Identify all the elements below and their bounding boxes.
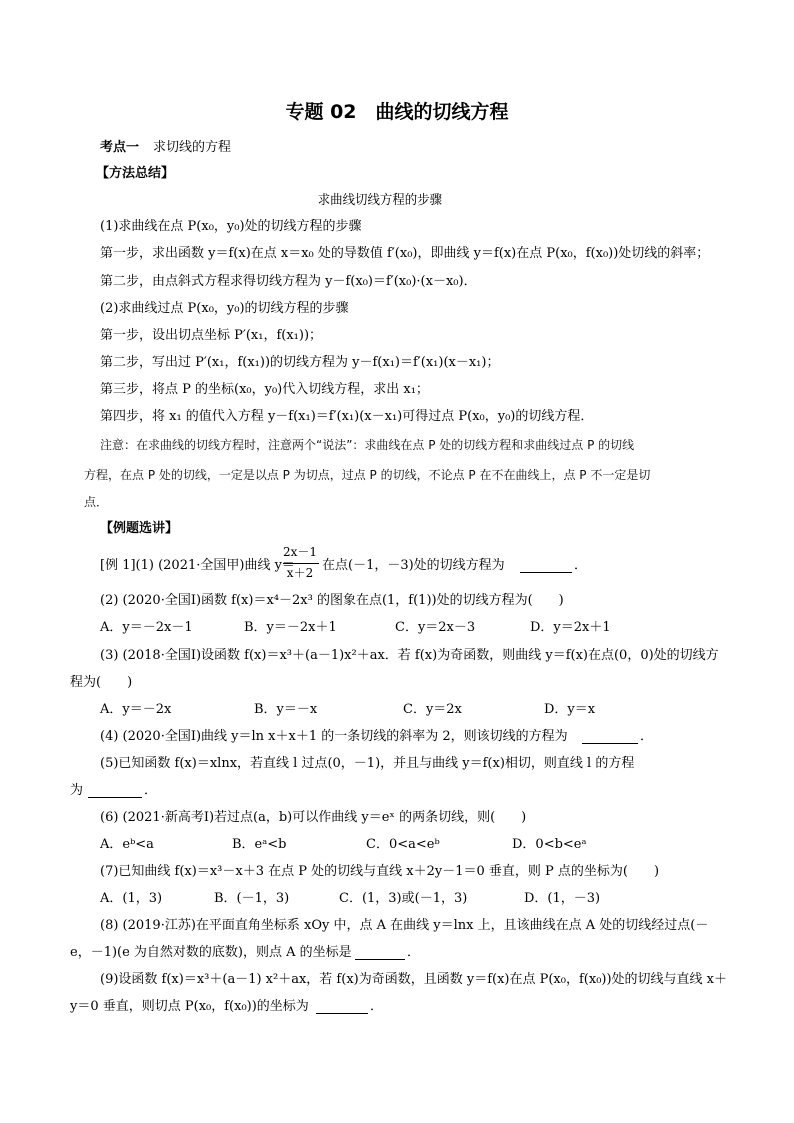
q7-option-a: A．(1，3): [100, 891, 163, 906]
method-line-5: 第一步，设出切点坐标 P′(x₁，f(x₁))；: [100, 328, 323, 343]
ex1-frac-denominator: x＋2: [286, 566, 314, 580]
method-note-3: 点．: [84, 495, 109, 509]
method-line-1: (1)求曲线在点 P(x₀，y₀)处的切线方程的步骤: [100, 219, 362, 234]
ex1-frac-bar: [283, 563, 319, 564]
method-line-4: (2)求曲线过点 P(x₀，y₀)的切线方程的步骤: [100, 301, 349, 316]
q5-stem-line-2: 为: [70, 783, 84, 798]
q4-stem: (4) (2020·全国Ⅰ)曲线 y＝ln x＋x＋1 的一条切线的斜率为 2，则该切线的方程为: [100, 729, 568, 744]
q9-stem-line-1: (9)设函数 f(x)＝x³＋(a－1) x²＋ax，若 f(x)为奇函数，且函数 y＝f(x)在点 P(x₀，f(x₀))处的切线与直线 x＋: [100, 972, 728, 987]
kaodian-text: 求切线的方程: [153, 140, 232, 155]
q6-option-d: D．0<b<eᵃ: [512, 837, 587, 852]
method-subtitle: 求曲线切线方程的步骤: [317, 193, 443, 208]
kaodian-line: [100, 140, 231, 156]
method-line-2: 第一步，求出函数 y＝f(x)在点 x＝x₀ 处的导数值 f′(x₀)，即曲线 y＝f(x)在点 P(x₀，f(x₀))处切线的斜率；: [100, 246, 710, 261]
q8-stem-line-1: (8) (2019·江苏)在平面直角坐标系 xOy 中，点 A 在曲线 y＝lnx 上，且该曲线在点 A 处的切线经过点(－: [100, 918, 709, 933]
ex1-end-mark: ．: [574, 558, 588, 573]
ex1-frac-numerator: 2x－1: [282, 545, 318, 559]
q7-option-c: C．(1，3)或(－1，3): [339, 891, 468, 906]
q4-end-mark: ．: [640, 729, 654, 744]
q9-stem-line-2: y＝0 垂直，则切点 P(x₀，f(x₀))的坐标为: [70, 999, 309, 1014]
ex1-answer-blank: [520, 572, 572, 573]
q6-stem: (6) (2021·新高考Ⅰ)若过点(a，b)可以作曲线 y＝eˣ 的两条切线，则( ): [100, 810, 527, 825]
q3-option-a: A．y＝－2x: [100, 702, 172, 717]
q3-stem-line-1: (3) (2018·全国Ⅰ)设函数 f(x)＝x³＋(a－1)x²＋ax．若 f(x)为奇函数，则曲线 y＝f(x)在点(0，0)处的切线方: [100, 648, 719, 663]
q7-option-d: D．(1，－3): [524, 891, 601, 906]
q8-stem-line-2: e，－1)(e 为自然对数的底数)，则点 A 的坐标是: [70, 945, 352, 960]
kaodian-label: 考点一: [100, 140, 140, 155]
method-note-2: 方程，在点 P 处的切线，一定是以点 P 为切点，过点 P 的切线，不论点 P 在不在曲线上，点 P 不一定是切: [84, 468, 651, 482]
ex1-prefix: [例 1](1) (2021·全国甲)曲线 y＝: [100, 558, 295, 573]
ex1-suffix: 在点(－1，－3)处的切线方程为: [322, 558, 505, 573]
examples-header: 【例题选讲】: [100, 521, 179, 536]
q2-option-b: B．y＝－2x＋1: [244, 620, 337, 635]
q6-option-b: B．eᵃ<b: [232, 837, 287, 852]
q3-option-c: C．y＝2x: [403, 702, 462, 717]
q5-end-mark: ．: [144, 783, 158, 798]
q2-option-a: A．y＝－2x－1: [100, 620, 193, 635]
q3-option-d: D．y＝x: [544, 702, 596, 717]
q5-answer-blank: [88, 797, 142, 798]
q8-end-mark: ．: [407, 945, 421, 960]
q7-stem: (7)已知曲线 f(x)＝x³－x＋3 在点 P 处的切线与直线 x＋2y－1＝0 垂直，则 P 点的坐标为( ): [100, 864, 660, 879]
q9-answer-blank: [316, 1013, 368, 1014]
q9-end-mark: ．: [370, 999, 384, 1014]
method-header: 【方法总结】: [96, 166, 175, 181]
page-title: 专题 02 曲线的切线方程: [285, 101, 509, 123]
q2-option-d: D．y＝2x＋1: [530, 620, 611, 635]
q6-option-a: A．eᵇ<a: [100, 837, 154, 852]
q6-option-c: C．0<a<eᵇ: [366, 837, 440, 852]
q7-option-b: B．(－1，3): [214, 891, 290, 906]
method-note-1: 注意：在求曲线的切线方程时，注意两个“说法”：求曲线在点 P 处的切线方程和求曲线过点 P 的切线: [100, 438, 635, 452]
method-line-7: 第三步，将点 P 的坐标(x₀，y₀)代入切线方程，求出 x₁；: [100, 382, 429, 397]
q3-stem-line-2: 程为( ): [70, 675, 133, 690]
q5-stem-line-1: (5)已知函数 f(x)＝xlnx，若直线 l 过点(0，－1)，并且与曲线 y＝f(x)相切，则直线 l 的方程: [100, 756, 635, 771]
method-line-3: 第二步，由点斜式方程求得切线方程为 y－f(x₀)＝f′(x₀)·(x－x₀)．: [100, 274, 477, 289]
method-line-6: 第二步，写出过 P′(x₁，f(x₁))的切线方程为 y－f(x₁)＝f′(x₁)(x－x₁)；: [100, 355, 500, 370]
q2-option-c: C．y＝2x－3: [395, 620, 476, 635]
q3-option-b: B．y＝－x: [254, 702, 318, 717]
q4-answer-blank: [582, 743, 638, 744]
q8-answer-blank: [355, 959, 405, 960]
method-line-8: 第四步，将 x₁ 的值代入方程 y－f(x₁)＝f′(x₁)(x－x₁)可得过点 P(x₀，y₀)的切线方程．: [100, 409, 594, 424]
q2-stem: (2) (2020·全国Ⅰ)函数 f(x)＝x⁴－2x³ 的图象在点(1，f(1))处的切线方程为( ): [100, 593, 564, 608]
